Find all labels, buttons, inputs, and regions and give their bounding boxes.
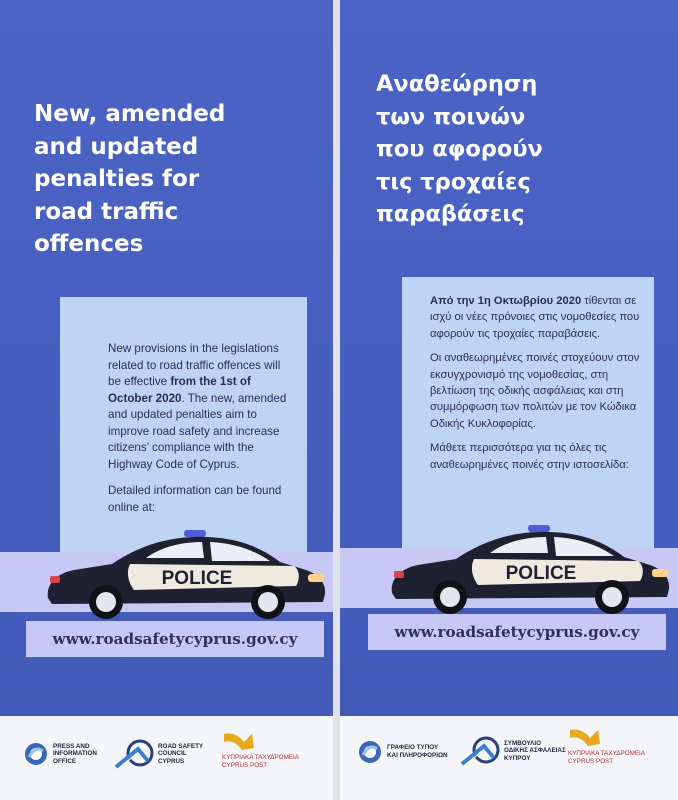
headline-line: Αναθεώρηση: [376, 71, 538, 97]
headline-line: offences: [34, 231, 144, 257]
info-paragraph: Οι αναθεωρημένες ποινές στοχεύουν στον εκσυγχρονισμό της νομοθεσίας, στη βελτίωση της οδικής ασφάλειας και στη συμμόρφωση των πολιτών με τον Κώδικα Οδικής Κυκλοφορίας.: [430, 352, 640, 430]
police-label: POLICE: [161, 568, 233, 589]
pio-logo-icon: [358, 740, 382, 764]
wheel-front: [258, 592, 278, 612]
english-panel: [0, 0, 333, 800]
taillight: [394, 571, 404, 578]
pio-logo-text: ΓΡΑΦΕΙΟ ΤΥΠΟΥ ΚΑΙ ΠΛΗΡΟΦΟΡΙΩΝ: [387, 744, 448, 759]
fold-gutter: [333, 0, 340, 800]
rsc-logo: [114, 739, 203, 769]
headline-line: road traffic: [34, 198, 179, 225]
wheel-front: [602, 587, 622, 607]
cyprus-post-logo-text: ΚΥΠΡΙΑΚΑ ΤΑΧΥΔΡΟΜΕΙΑ CYPRUS POST: [568, 750, 645, 765]
pio-logo: [358, 740, 448, 764]
rsc-logo-text: ΣΥΜΒΟΥΛΙΟ ΟΔΙΚΗΣ ΑΣΦΑΛΕΙΑΣ ΚΥΠΡΟΥ: [504, 739, 566, 762]
headline-line: penalties for: [34, 166, 200, 192]
rsc-logo-text: ROAD SAFETY COUNCIL CYPRUS: [158, 742, 204, 765]
headline-line: που αφορούν: [376, 136, 543, 162]
info-box: [60, 297, 307, 552]
headline: [34, 98, 304, 261]
taillight: [50, 576, 60, 583]
police-label: POLICE: [505, 563, 577, 584]
info-paragraph: Μάθετε περισσότερα για τις όλες τις αναθεωρημένες ποινές στην ιστοσελίδα:: [430, 442, 629, 471]
wheel-rear: [440, 587, 460, 607]
info-box: [402, 277, 654, 549]
cyprus-post-logo: [568, 726, 645, 765]
rsc-logo: [460, 736, 566, 766]
cyprus-post-logo: [222, 730, 299, 769]
info-text: . The new, amended and updated penalties aim to improve road safety and increase citizens’ compliance with the Highway Code of Cyprus.: [108, 391, 287, 471]
greek-panel: [340, 0, 678, 800]
cyprus-post-logo-text: ΚΥΠΡΙΑΚΑ ΤΑΧΥΔΡΟΜΕΙΑ CYPRUS POST: [222, 754, 299, 769]
cyprus-post-horn-icon: [222, 730, 256, 752]
website-link[interactable]: www.roadsafetycyprus.gov.cy: [368, 614, 666, 650]
footer-logos: [340, 716, 678, 800]
police-car-icon: [44, 528, 329, 620]
headline-line: New, amended: [34, 101, 226, 127]
info-text: New provisions in the legislations related to road traffic offences will be effective: [108, 342, 281, 388]
headline-line: των ποινών: [376, 103, 526, 130]
siren-light: [528, 525, 550, 532]
pio-logo: [24, 742, 97, 766]
headline-line: τις τροχαίες: [376, 168, 531, 195]
effective-date: from the 1st of October 2020: [108, 375, 251, 405]
siren-light: [184, 530, 206, 537]
headline-line: παραβάσεις: [376, 201, 525, 227]
headlight: [308, 574, 324, 582]
wheel-rear: [96, 592, 116, 612]
pio-logo-icon: [24, 742, 48, 766]
info-paragraph: [430, 293, 642, 342]
website-link[interactable]: www.roadsafetycyprus.gov.cy: [26, 621, 324, 657]
info-text: τίθενται σε ισχύ οι νέες πρόνοιες στις νομοθεσίες που αφορούν τις τροχαίες παραβάσεις.: [430, 295, 640, 340]
headlight: [652, 569, 668, 577]
footer-logos: [0, 716, 333, 800]
pio-logo-text: PRESS AND INFORMATION OFFICE: [53, 742, 97, 765]
headline-line: and updated: [34, 133, 199, 160]
rsc-logo-icon: [114, 739, 158, 769]
police-car-icon: [388, 523, 673, 615]
effective-date: Από την 1η Οκτωβρίου 2020: [430, 295, 582, 307]
rsc-logo-icon: [460, 736, 504, 766]
info-paragraph: Detailed information can be found online at:: [108, 484, 282, 514]
info-paragraph: [108, 341, 293, 473]
headline: [376, 68, 646, 231]
cyprus-post-horn-icon: [568, 726, 602, 748]
